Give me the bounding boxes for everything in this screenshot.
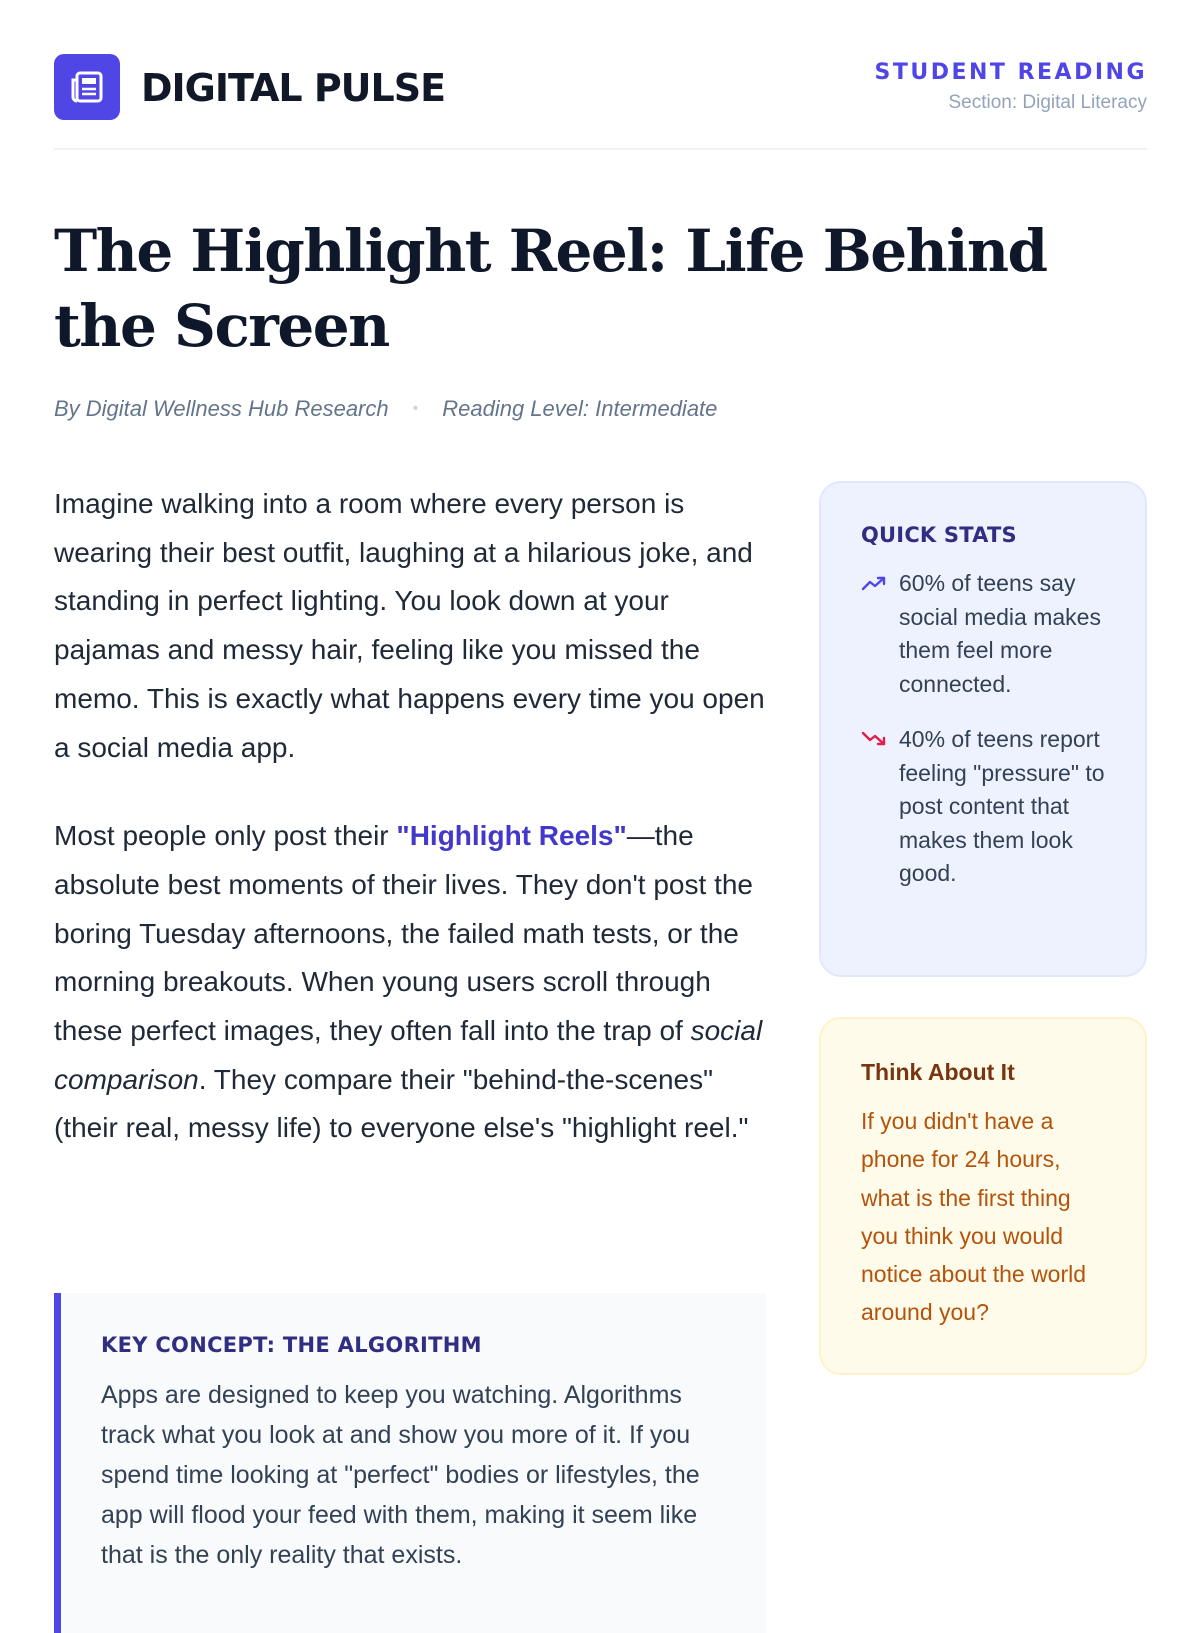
article-title: The Highlight Reel: Life Behind the Screen: [54, 217, 1047, 360]
site-header: [54, 52, 1147, 150]
author: By Digital Wellness Hub Research: [54, 396, 389, 421]
think-title: Think About It: [861, 1059, 1015, 1085]
paragraph-text: —the absolute best moments of their lives. They don't post the boring Tuesday afternoons, the failed math tests, or the morning breakouts. When young users scroll through these perfect images, they often fall into the trap of: [54, 820, 753, 1047]
key-concept-title: KEY CONCEPT: THE ALGORITHM: [101, 1333, 482, 1357]
logo[interactable]: [54, 54, 120, 120]
emphasis-term: social comparison: [54, 1015, 763, 1095]
stat-item: [861, 567, 1107, 701]
paragraph-highlight-reels: [54, 812, 766, 1153]
stat-text: 40% of teens report feeling "pressure" to post content that makes them look good.: [899, 726, 1105, 886]
think-body: If you didn't have a phone for 24 hours, what is the first thing you think you would notice about the world around you?: [861, 1108, 1087, 1326]
section-label: Section: Digital Literacy: [948, 92, 1147, 113]
reading-level: Reading Level: Intermediate: [442, 396, 718, 421]
article-body: [54, 480, 766, 1569]
think-about-it-card: [819, 1017, 1147, 1375]
brand-name[interactable]: DIGITAL PULSE: [141, 66, 446, 110]
paragraph-text: Most people only post their: [54, 820, 397, 852]
stat-item: [861, 723, 1107, 891]
content-type-label: STUDENT READING: [874, 60, 1147, 85]
quick-stats-title: QUICK STATS: [861, 523, 1017, 547]
key-concept-body: Apps are designed to keep you watching. Algorithms track what you look at and show you more of it. If you spend time looking at "perfect" bodies or lifestyles, the app will flood your feed with them, making it seem like that is the only reality that exists.: [101, 1381, 700, 1569]
byline: [54, 396, 717, 422]
paragraph-intro: Imagine walking into a room where every person is wearing their best outfit, laughing at a hilarious joke, and standing in perfect lighting. You look down at your pajamas and messy hair, feeling like you missed the memo. This is exactly what happens every time you open a social media app.: [54, 488, 765, 763]
paragraph-text: . They compare their "behind-the-scenes" (their real, messy life) to everyone else's "highlight reel.": [54, 1063, 749, 1144]
newspaper-icon: [67, 67, 107, 107]
stat-text: 60% of teens say social media makes them feel more connected.: [899, 570, 1101, 697]
trending-up-icon: [861, 573, 887, 593]
quick-stats-card: [819, 481, 1147, 977]
key-concept-callout: [54, 1293, 766, 1633]
highlight-term: "Highlight Reels": [396, 820, 627, 852]
trending-down-icon: [861, 729, 887, 749]
separator-dot: •: [412, 400, 419, 417]
